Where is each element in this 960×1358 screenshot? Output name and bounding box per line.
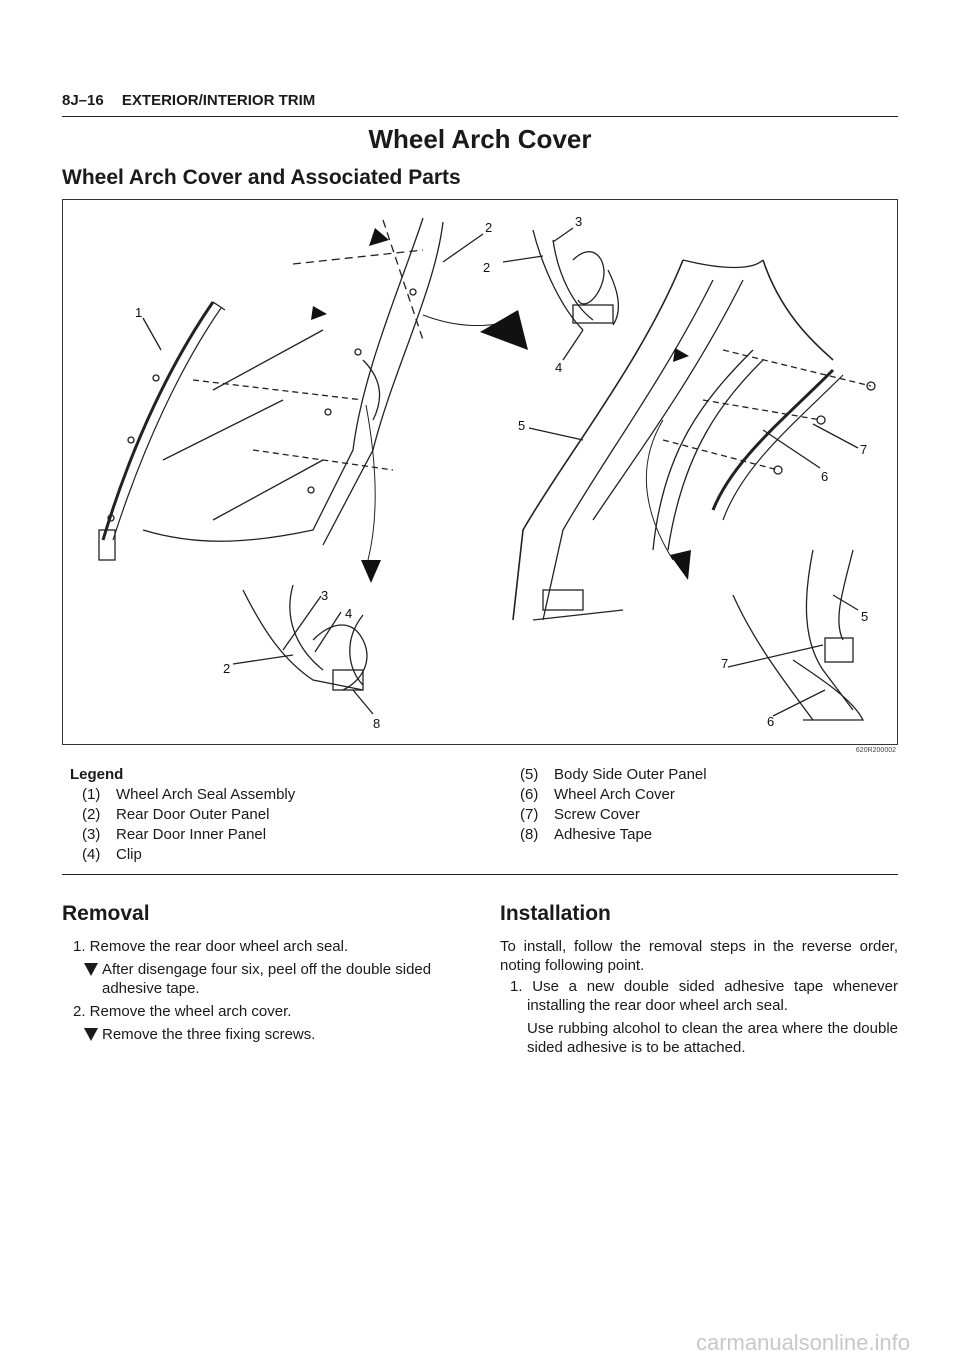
- callout-4-bottom: 4: [345, 606, 353, 621]
- figure-title: Wheel Arch Cover and Associated Parts: [62, 166, 461, 189]
- removal-note-1: [62, 960, 462, 998]
- legend-item: [520, 765, 707, 785]
- page-number: 8J–16: [62, 92, 104, 109]
- callout-3-bottom: 3: [321, 588, 329, 603]
- callout-5-detail: 5: [861, 609, 869, 624]
- legend-number: (3): [82, 826, 101, 843]
- installation-note: Use rubbing alcohol to clean the area where the double sided adhesive is to be attached.: [527, 1020, 898, 1056]
- removal-section: [62, 937, 462, 1048]
- callout-7: 7: [860, 442, 868, 457]
- legend-number: (7): [520, 806, 539, 823]
- callout-7-detail: 7: [721, 656, 729, 671]
- legend-item: [70, 785, 295, 805]
- site-watermark: carmanualsonline.info: [695, 1330, 910, 1355]
- callout-5: 5: [518, 418, 526, 433]
- legend-item: [520, 805, 707, 825]
- triangle-bullet-icon: [84, 1028, 98, 1041]
- legend-label: Adhesive Tape: [554, 826, 653, 843]
- legend-number: (5): [520, 766, 539, 783]
- legend-label: Rear Door Inner Panel: [116, 826, 267, 843]
- figure-code: 620R200002: [855, 747, 896, 754]
- legend-column-left: [70, 765, 295, 865]
- removal-note-1-text: After disengage four six, peel off the double sided adhesive tape.: [102, 961, 432, 997]
- legend-label: Wheel Arch Seal Assembly: [116, 786, 296, 803]
- legend-label: Body Side Outer Panel: [554, 766, 707, 783]
- legend-item: [70, 805, 295, 825]
- legend-number: (6): [520, 786, 539, 803]
- callout-4-detail: 4: [555, 360, 563, 375]
- removal-step-1: 1. Remove the rear door wheel arch seal.: [73, 938, 349, 955]
- installation-intro: To install, follow the removal steps in the reverse order, noting following point.: [500, 938, 898, 974]
- legend-title: Legend: [70, 766, 124, 783]
- callout-6-detail: 6: [767, 714, 775, 729]
- legend-label: Clip: [116, 846, 142, 863]
- page-title: Wheel Arch Cover: [368, 124, 592, 154]
- legend-number: (8): [520, 826, 539, 843]
- parts-illustration: [63, 200, 899, 746]
- legend-item: [520, 825, 707, 845]
- callout-8: 8: [373, 716, 381, 731]
- callout-3-detail: 3: [575, 214, 583, 229]
- callout-2-detail: 2: [483, 260, 491, 275]
- section-divider: [62, 874, 898, 875]
- legend-item: [70, 845, 295, 865]
- installation-section: [500, 937, 898, 1057]
- removal-note-2-text: Remove the three fixing screws.: [102, 1026, 316, 1043]
- legend-number: (1): [82, 786, 101, 803]
- removal-note-2: [62, 1025, 462, 1044]
- page-header: [62, 92, 898, 117]
- callout-1: 1: [135, 305, 143, 320]
- installation-step-1: 1. Use a new double sided adhesive tape whenever installing the rear door wheel arch seal.: [510, 978, 898, 1014]
- legend-item: [70, 825, 295, 845]
- removal-heading: Removal: [62, 902, 150, 925]
- callout-6: 6: [821, 469, 829, 484]
- section-name: EXTERIOR/INTERIOR TRIM: [121, 92, 316, 109]
- legend-label: Screw Cover: [554, 806, 640, 823]
- legend-number: (2): [82, 806, 101, 823]
- installation-heading: Installation: [500, 902, 611, 925]
- callout-2-top: 2: [485, 220, 493, 235]
- legend-label: Wheel Arch Cover: [554, 786, 675, 803]
- triangle-bullet-icon: [84, 963, 98, 976]
- removal-step-2: 2. Remove the wheel arch cover.: [73, 1003, 292, 1020]
- legend-column-right: [520, 765, 707, 845]
- legend-item: [520, 785, 707, 805]
- callout-2-bottom: 2: [223, 661, 231, 676]
- parts-diagram: [62, 199, 898, 745]
- legend-number: (4): [82, 846, 101, 863]
- legend-label: Rear Door Outer Panel: [116, 806, 270, 823]
